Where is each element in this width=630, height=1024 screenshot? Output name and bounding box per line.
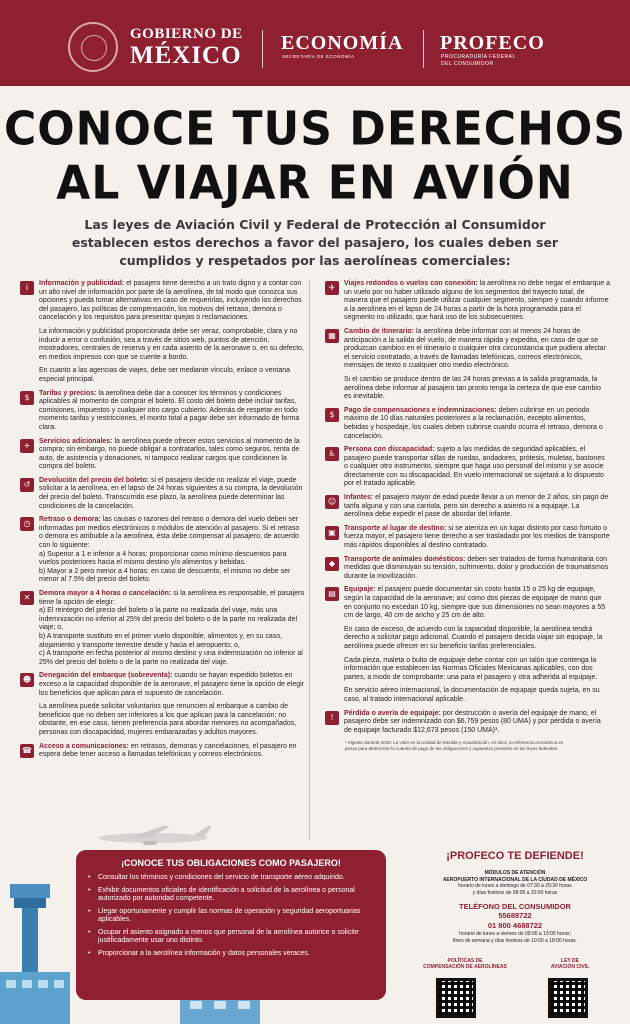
qr-code-politicas[interactable] [436, 978, 476, 1018]
suitcase-icon: ▤ [325, 587, 339, 601]
plus-icon: + [20, 439, 34, 453]
demora-b: b) A transporte sustituto en el primer vuelo disponible, alimentos y, en su caso, alojamiento y transporte terrestre desde y hacia el aeropuerto; o, [39, 632, 283, 649]
cambio-paragraph-2: Si el cambio se produce dentro de las 24 horas previas a la salida programada, la aerolínea debe informar al pasajero tan pronto tenga la certeza de que ese cambio es inevitable. [344, 375, 601, 401]
phone-icon: ☎ [20, 744, 34, 758]
bus-icon: ▣ [325, 526, 339, 540]
header-divider [262, 30, 263, 68]
horario-3: horario de lunes a viernes de 09:00 a 19:00 horas; [459, 931, 571, 937]
money-icon: $ [325, 408, 339, 422]
demora-a: a) El reintegro del precio del boleto o la parte no realizada del viaje, más una indemnización no inferior al 25% del precio del boleto o de la parte no realizada del viaje; o, [39, 607, 297, 632]
obligaciones-box [76, 850, 386, 1000]
horario-1: horario de lunes a domingo de 07:30 a 20:30 horas [458, 883, 572, 889]
right-devolucion: ↺ Devolución del precio del boleto: si el pasajero decide no realizar el viaje, puede solicitar a la aerolínea, en el lapso de 24 horas siguientes a su compra, la devolución del precio del boleto. Transcurrido ese plazo, la aerolínea puede determinar las condiciones de la cancelación. [20, 477, 305, 511]
right-demora: ✕ Demora mayor a 4 horas o cancelación: si la aerolínea es responsable, el pasajero tiene la opción de elegir: a) El reintegro del precio del boleto o la parte no realizada del viaje, más una indemnización no inferior al 25% del precio del boleto o de la parte no realizada del viaje; o, b) A transporte sustituto en el primer vuelo disponible, alimentos y, en su caso, alojamiento y transporte terrestre desde y hacia el aeropuerto; o, c) A transporte en fecha posterior al mismo destino y una indemnización no inferior al 25% del precio del boleto o de la parte no realizada del viaje. [20, 590, 305, 667]
right-viajes: ✈ Viajes redondos o vuelos con conexión: la aerolínea no debe negar el embarque a un vuelo por no haber utilizado alguno de los segmentos del trayecto total, de manera que el pasajero puede utilizar cualquier segmento, siempre y cuando informe a la aerolínea en el lapso de 24 horas a partir de la hora programada para el segmento no utilizado, que hará uso de los subsecuentes. [325, 280, 610, 323]
defiende-title: ¡PROFECO TE DEFIENDE! [446, 850, 584, 862]
obligacion-item: • Llegar oportunamente y cumplir las normas de operación y seguridad aeroportuarias aplicables. [88, 908, 374, 925]
right-cambio: ▦ Cambio de itinerario: la aerolínea debe informar con al menos 24 horas de anticipación a la salida del vuelo, de manera rápida y expedita, en caso de que se produzcan cambios en el itinerario o cualquier otra circunstancia que pudiera afectar el servicio contratado, a través de llamadas telefónicas, correos electrónicos, mensajes de texto o cualquier otro medio electrónico. [325, 328, 610, 371]
airplane-illustration [88, 822, 218, 850]
right-discapacidad: ♿ Persona con discapacidad: sujeto a las medidas de seguridad aplicables, el pasajero puede transportar sillas de ruedas, andadores, prótesis, muletas, bastones o cualquier otro instrumento, siempre que haga uso personal del mismo y se asocie directamente con su discapacidad. En vuelo internacional se sujetará a lo dispuesto por el tratado aplicable. [325, 446, 610, 489]
qr1-label: POLÍTICAS DE COMPENSACIÓN DE AEROLÍNEAS [423, 958, 507, 970]
right-denegacion: ☻ Denegación del embarque (sobreventa): cuando se hayan expedido boletos en exceso a la capacidad disponible de la aeronave, el pasajero tiene la opción de elegir los beneficios que aplican para el supuesto de cancelación. [20, 672, 305, 698]
right-perdida: ! Pérdida o avería de equipaje: por destrucción o avería del equipaje de mano, el pasajero debe ser indemnizado con $6,759 pesos (80 UMA) y por pérdida o avería de equipaje facturado $12,673 pesos (150 UMA)¹. [325, 710, 610, 736]
info-paragraph-2: La información y publicidad proporcionada debe ser veraz, comprobable, clara y no inducir a error o confusión, sea a través de sitios web, puntos de atención, mostradores, centrales de reserva y en cada asiento de la aeronave o, en su defecto, en medios impresos con que se cuente a bordo. [39, 327, 304, 361]
right-infantes: ☺ Infantes: el pasajero mayor de edad puede llevar a un menor de 2 años, sin pago de tarifa alguna y con una carriola, pero sin derecho a asiento ni a equipaje. La aerolínea debe expedir el pase de abordar del infante. [325, 494, 610, 520]
right-animales: ◆ Transporte de animales domésticos: deben ser tratados de forma humanitaria con medidas que disminuyan su tensión, sufrimiento, dolor y producción de traumatismos durante la movilización. [325, 556, 610, 582]
gobierno-line2: MÉXICO [130, 42, 242, 69]
equipaje-paragraph-3: Cada pieza, maleta o bulto de equipaje debe contar con un talón que contenga la información que establecen las Normas Oficiales Mexicanas aplicables, con dos partes, a modo de comprobante: una para el pasajero y otra adherida al equipaje. [344, 656, 598, 681]
clock-icon: ◷ [20, 517, 34, 531]
denegacion-paragraph-2: La aerolínea puede solicitar voluntarios que renuncien al embarque a cambio de beneficios que no deben ser inferiores a los que aplican para la cancelación; no obstante, en ese caso, tienen preferencia para abordar menores no acompañados, personas con discapacidad, mujeres embarazadas y adultos mayores. [39, 703, 297, 736]
qr-code-ley[interactable] [548, 978, 588, 1018]
profeco-subtitle-2: DEL CONSUMIDOR [441, 61, 494, 67]
telefono-2[interactable]: 01 800 4688722 [487, 921, 543, 930]
obligaciones-title: ¡CONOCE TUS OBLIGACIONES COMO PASAJERO! [121, 858, 341, 868]
refund-icon: ↺ [20, 478, 34, 492]
right-acceso: ☎ Acceso a comunicaciones: en retrasos, demoras y cancelaciones, el pasajero en espera debe tener acceso a llamadas telefónicas y correos electrónicos. [20, 743, 305, 760]
telefono-title: TELÉFONO DEL CONSUMIDOR [459, 902, 571, 911]
right-tarifas: $ Tarifas y precios: la aerolínea debe dar a conocer los términos y condiciones aplicables al momento de comprar el boleto. El costo del boleto debe incluir tarifas, comisiones, impuestos y cualquier otro cargo cubierto. Además de respetar en todo momento tarifas y restricciones, el monto total a pagar debe ser informado de forma clara. [20, 390, 305, 433]
right-pago: $ Pago de compensaciones e indemnizaciones: deben cubrirse en un periodo máximo de 10 días naturales posteriores a la reclamación, excepto alimentos, bebidas y hospedaje, los cuales deben cubrirse cuando ocurra el retraso, demora o cancelación. [325, 407, 610, 441]
left-column [20, 280, 305, 765]
retraso-b: b) Mayor a 2 pero menor a 4 horas: en caso de descuento, el mismo no debe ser menor al 7.5% del precio del boleto. [39, 567, 291, 584]
intro-text: Las leyes de Aviación Civil y Federal de Protección al Consumidor establecen estos derechos a favor del pasajero, los cuales deben ser cumplidos y respetados por las aerolíneas comerciales: [71, 217, 559, 268]
equipaje-paragraph-2: En caso de exceso, de acuerdo con la capacidad disponible, la aerolínea tendrá derecho a solicitar pago adicional. Cuando el pasajero decida viajar sin equipaje, la aerolínea puede ofrecer en su beneficio tarifas preferenciales. [344, 625, 603, 650]
gobierno-line1: GOBIERNO DE [130, 26, 243, 42]
profeco-logo: PROFECO [440, 32, 545, 54]
obligacion-item: • Exhibir documentos oficiales de identificación a solicitud de la aerolínea o personal autorizado por autoridad competente. [88, 887, 374, 904]
horario-2: y días festivos de 08:00 a 20:00 horas [472, 889, 558, 896]
right-transporte: ▣ Transporte al lugar de destino: si se aterriza en un lugar distinto por caso fortuito o fuerza mayor, el pasajero tiene derecho a ser trasladado por los medios de transporte más rápidos disponibles al destino contratado. [325, 525, 610, 551]
retraso-a: a) Superior a 1 e inferior a 4 horas: proporcionar como mínimo descuentos para vuelos posteriores hacia el mismo destino y/o alimentos y bebidas. [39, 550, 287, 567]
ticket-icon: $ [20, 391, 34, 405]
telefono-1[interactable]: 55688722 [498, 911, 532, 920]
main-title-line2: AL VIAJAR EN AVIÓN [56, 156, 574, 211]
luggage-damage-icon: ! [325, 711, 339, 725]
obligacion-item: • Ocupar el asiento asignado a menos que personal de la aerolínea autorice o solicite justificadamente usar uno distinto. [88, 929, 374, 946]
profeco-subtitle-1: PROCURADURÍA FEDERAL [441, 54, 516, 60]
person-icon: ☻ [20, 673, 34, 687]
demora-c: c) A transporte en fecha posterior al mismo destino y una indemnización no inferior al 25% del precio del boleto o de la parte no realizada del viaje. [39, 650, 303, 666]
main-title-line1: CONOCE TUS DERECHOS [3, 102, 627, 157]
dog-icon: ◆ [325, 557, 339, 571]
right-column [325, 280, 610, 751]
profeco-defiende [410, 850, 620, 944]
right-retraso: ◷ Retraso o demora: las causas o razones del retraso o demora del vuelo deben ser informadas por medios electrónicos o módulos de atención al pasajero. Si el retraso o demora es atribuible a la aerolínea, ésta debe compensar al pasajero, de acuerdo con lo siguiente: a) Superior a 1 e inferior a 4 horas: proporcionar como mínimo descuentos para vuelos posteriores hacia el mismo destino y/o alimentos y bebidas. b) Mayor a 2 pero menor a 4 horas: en caso de descuento, el mismo no debe ser menor al 7.5% del precio del boleto. [20, 516, 305, 585]
control-tower-illustration [0, 862, 70, 1024]
baby-icon: ☺ [325, 495, 339, 509]
info-paragraph-3: En cuanto a las agencias de viajes, debe ser mediante vínculo, enlace o ventana especial principal. [39, 367, 290, 383]
qr2-label: LEY DE AVIACIÓN CIVIL [550, 958, 590, 970]
economia-logo: ECONOMÍA [281, 32, 404, 54]
aeropuerto-name: AEROPUERTO INTERNACIONAL DE LA CIUDAD DE MÉXICO [442, 876, 588, 883]
modulos-atencion: MÓDULOS DE ATENCIÓN [484, 870, 546, 876]
horario-4: fines de semana y días festivos de 10:00 a 18:00 horas. [453, 937, 577, 944]
header-divider [423, 30, 424, 68]
column-divider [309, 280, 310, 840]
cancel-icon: ✕ [20, 591, 34, 605]
wheelchair-icon: ♿ [325, 447, 339, 461]
footnote: ¹ Vigente durante 2019. La UMA es la Unidad de Medida y Actualización, es decir, la referencia económica en pesos para determinar la cuantía de pago de las obligaciones y supuestos previstos en las leyes federales. [345, 740, 564, 751]
obligacion-item: • Proporcionar a la aerolínea información y datos personales veraces. [88, 950, 374, 959]
header-banner [0, 0, 630, 86]
info-icon: i [20, 281, 34, 295]
plane-icon: ✈ [325, 281, 339, 295]
right-servicios: + Servicios adicionales: la aerolínea puede ofrecer estos servicios al momento de la compra; sin embargo, no puede obligar a contratarlos, tales como seguros, renta de auto, de asistencia y donaciones, ni tampoco realizar cargos que condicionen la compra del boleto. [20, 438, 305, 472]
right-info: i Información y publicidad: el pasajero tiene derecho a un trato digno y a contar con un alto nivel de información por parte de la aerolínea, de tal modo que conozca sus opciones y pueda tomar alternativas en caso de requerirlas, incluyendo los derechos del pasajero, las políticas de compensación, los motivos del retraso, demora o cancelación y los requisitos para presentar quejas o reclamaciones. [20, 280, 305, 323]
right-equipaje: ▤ Equipaje: el pasajero puede documentar sin costo hasta 15 o 25 kg de equipaje, según la capacidad de la aeronave; así como dos piezas de equipaje de mano que en conjunto no excedan 10 kg, siempre que sus dimensiones no sean mayores a 55 cm de largo, 40 cm de ancho y 25 cm de alto. [325, 586, 610, 620]
national-seal-icon [68, 22, 118, 72]
equipaje-paragraph-4: En servicio aéreo internacional, la documentación de equipaje queda sujeta, en su caso, al tratado internacional aplicable. [344, 687, 600, 703]
obligacion-item: • Consultar los términos y condiciones del servicio de transporte aéreo adquirido. [88, 874, 374, 883]
calendar-icon: ▦ [325, 329, 339, 343]
economia-subtitle: SECRETARÍA DE ECONOMÍA [282, 54, 355, 59]
